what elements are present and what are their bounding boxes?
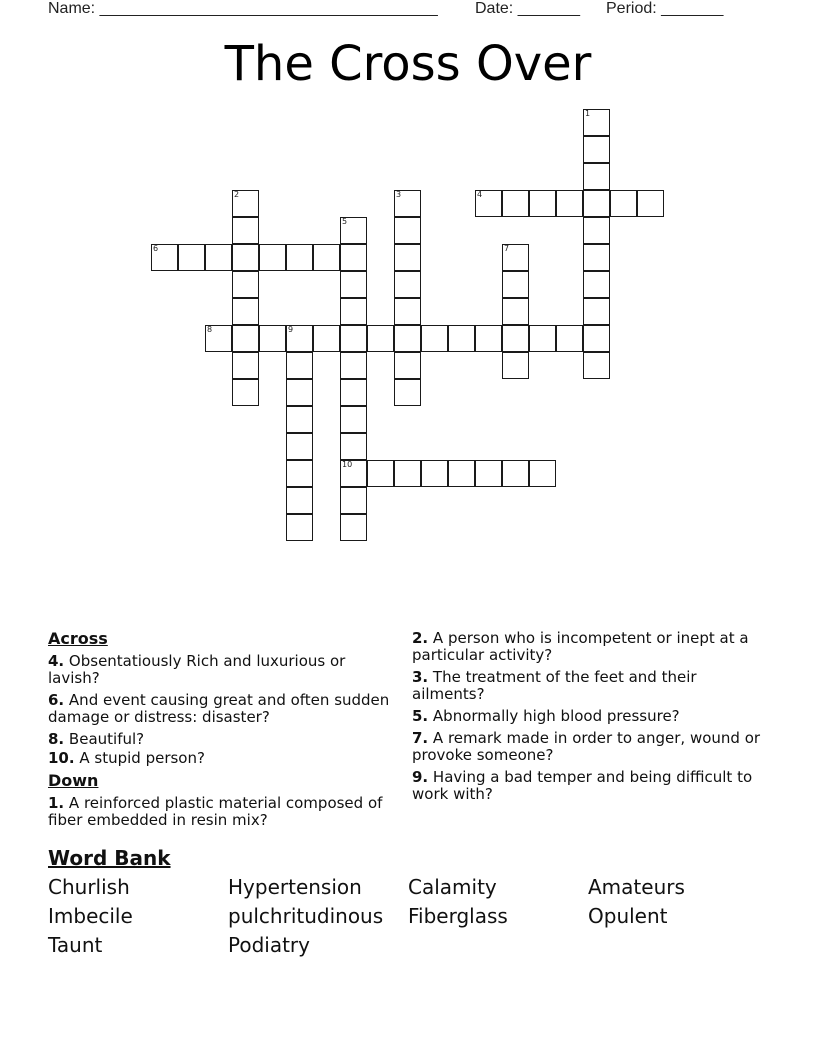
crossword-cell[interactable] — [583, 271, 610, 298]
clue-down-1: 1. A reinforced plastic material composed of fiber embedded in resin mix? — [48, 794, 383, 829]
crossword-cell[interactable] — [286, 379, 313, 406]
crossword-cell-number: 4 — [477, 190, 483, 199]
crossword-cell-number: 10 — [342, 460, 353, 469]
crossword-cell[interactable] — [340, 379, 367, 406]
crossword-cell[interactable] — [583, 244, 610, 271]
crossword-cell[interactable] — [637, 190, 664, 217]
word-bank — [48, 874, 768, 961]
crossword-cell[interactable] — [340, 487, 367, 514]
crossword-cell[interactable] — [556, 325, 583, 352]
crossword-cell[interactable] — [286, 433, 313, 460]
crossword-cell[interactable] — [394, 271, 421, 298]
word-bank-item: Fiberglass — [408, 904, 508, 928]
crossword-cell[interactable] — [394, 190, 421, 217]
crossword-cell[interactable] — [232, 298, 259, 325]
crossword-cell[interactable] — [394, 244, 421, 271]
crossword-cell[interactable] — [421, 325, 448, 352]
crossword-cell-number: 7 — [504, 244, 510, 253]
crossword-cell[interactable] — [583, 217, 610, 244]
clue-across-10: 10. A stupid person? — [48, 749, 205, 767]
crossword-cell[interactable] — [232, 217, 259, 244]
crossword-cell[interactable] — [259, 325, 286, 352]
clue-down-5: 5. Abnormally high blood pressure? — [412, 707, 680, 725]
crossword-cell[interactable] — [313, 325, 340, 352]
clues-left-column — [48, 630, 393, 834]
page-title: The Cross Over — [224, 36, 592, 92]
crossword-cell[interactable] — [151, 244, 178, 271]
crossword-cell[interactable] — [367, 325, 394, 352]
down-heading: Down — [48, 771, 99, 790]
crossword-cell[interactable] — [583, 298, 610, 325]
crossword-cell[interactable] — [448, 460, 475, 487]
crossword-cell[interactable] — [502, 190, 529, 217]
crossword-cell[interactable] — [394, 217, 421, 244]
crossword-cell[interactable] — [232, 352, 259, 379]
clue-down-7: 7. A remark made in order to anger, wound or provoke someone? — [412, 729, 761, 764]
word-bank-heading: Word Bank — [48, 846, 171, 870]
crossword-cell[interactable] — [340, 298, 367, 325]
word-bank-item: Hypertension — [228, 875, 362, 899]
crossword-cell[interactable] — [502, 352, 529, 379]
crossword-cell[interactable] — [475, 190, 502, 217]
crossword-cell[interactable] — [286, 487, 313, 514]
crossword-cell[interactable] — [475, 325, 502, 352]
clue-across-6: 6. And event causing great and often sudden damage or distress: disaster? — [48, 691, 390, 726]
crossword-cell[interactable] — [340, 433, 367, 460]
crossword-cell[interactable] — [286, 352, 313, 379]
crossword-cell[interactable] — [556, 190, 583, 217]
crossword-cell[interactable] — [421, 460, 448, 487]
crossword-cell[interactable] — [232, 379, 259, 406]
word-bank-item: Calamity — [408, 875, 497, 899]
crossword-cell[interactable] — [286, 325, 313, 352]
clue-down-9: 9. Having a bad temper and being difficult to work with? — [412, 768, 753, 803]
crossword-cell[interactable] — [232, 325, 259, 352]
crossword-cell[interactable] — [286, 514, 313, 541]
word-bank-item: pulchritudinous — [228, 904, 384, 928]
word-bank-item: Amateurs — [588, 875, 685, 899]
across-heading: Across — [48, 629, 108, 648]
crossword-cell[interactable] — [583, 109, 610, 136]
clue-across-4: 4. Obsentatiously Rich and luxurious or lavish? — [48, 652, 346, 687]
crossword-cell-number: 2 — [234, 190, 240, 199]
crossword-cell-number: 6 — [153, 244, 159, 253]
crossword-cell[interactable] — [232, 190, 259, 217]
crossword-cell[interactable] — [583, 325, 610, 352]
crossword-cell-number: 9 — [288, 325, 294, 334]
crossword-cell[interactable] — [502, 460, 529, 487]
crossword-cell-number: 3 — [396, 190, 402, 199]
crossword-cell[interactable] — [313, 244, 340, 271]
crossword-cell[interactable] — [259, 244, 286, 271]
crossword-cell[interactable] — [394, 298, 421, 325]
crossword-cell[interactable] — [178, 244, 205, 271]
crossword-cell[interactable] — [340, 271, 367, 298]
crossword-cell[interactable] — [286, 244, 313, 271]
crossword-cell-number: 8 — [207, 325, 213, 334]
crossword-cell[interactable] — [529, 325, 556, 352]
word-bank-item: Imbecile — [48, 904, 133, 928]
crossword-cell[interactable] — [610, 190, 637, 217]
crossword-cell[interactable] — [340, 352, 367, 379]
crossword-cell[interactable] — [583, 136, 610, 163]
word-bank-item: Taunt — [48, 933, 103, 957]
crossword-cell[interactable] — [502, 244, 529, 271]
crossword-cell[interactable] — [367, 460, 394, 487]
crossword-cell[interactable] — [340, 217, 367, 244]
crossword-cell[interactable] — [340, 406, 367, 433]
crossword-cell[interactable] — [475, 460, 502, 487]
word-bank-item: Churlish — [48, 875, 130, 899]
crossword-cell[interactable] — [583, 163, 610, 190]
clues-right-column — [412, 630, 762, 808]
crossword-cell[interactable] — [340, 460, 367, 487]
crossword-cell[interactable] — [286, 406, 313, 433]
period-field[interactable]: Period: _______ — [606, 0, 724, 17]
crossword-cell-number: 5 — [342, 217, 348, 226]
crossword-cell[interactable] — [232, 271, 259, 298]
crossword-cell[interactable] — [232, 244, 259, 271]
crossword-cell[interactable] — [394, 379, 421, 406]
crossword-cell[interactable] — [394, 325, 421, 352]
clue-across-8: 8. Beautiful? — [48, 730, 145, 748]
date-field[interactable]: Date: _______ — [475, 0, 580, 17]
crossword-cell[interactable] — [583, 190, 610, 217]
crossword-cell[interactable] — [529, 190, 556, 217]
crossword-cell[interactable] — [529, 460, 556, 487]
clue-down-3: 3. The treatment of the feet and their ailments? — [412, 668, 697, 703]
crossword-cell-number: 1 — [585, 109, 591, 118]
crossword-cell[interactable] — [448, 325, 475, 352]
crossword-cell[interactable] — [286, 460, 313, 487]
crossword-cell[interactable] — [340, 514, 367, 541]
crossword-cell[interactable] — [340, 244, 367, 271]
crossword-cell[interactable] — [205, 244, 232, 271]
crossword-cell[interactable] — [394, 352, 421, 379]
word-bank-item: Podiatry — [228, 933, 310, 957]
crossword-cell[interactable] — [394, 460, 421, 487]
crossword-cell[interactable] — [502, 298, 529, 325]
crossword-cell[interactable] — [502, 271, 529, 298]
clue-down-2: 2. A person who is incompetent or inept at a particular activity? — [412, 629, 749, 664]
crossword-cell[interactable] — [583, 352, 610, 379]
crossword-cell[interactable] — [340, 325, 367, 352]
crossword-cell[interactable] — [205, 325, 232, 352]
name-field[interactable]: Name: ______________________________________ — [48, 0, 438, 17]
crossword-cell[interactable] — [502, 325, 529, 352]
word-bank-item: Opulent — [588, 904, 668, 928]
